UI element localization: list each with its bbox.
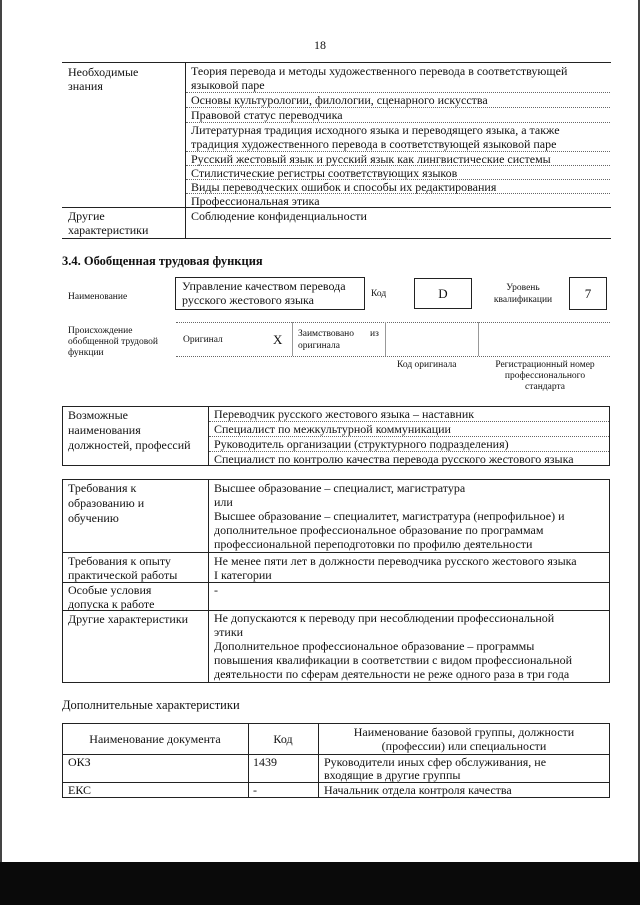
- other-chars-line: Дополнительное профессиональное образование – программы: [214, 639, 535, 653]
- knowledge-item: Теория перевода и методы художественного перевода в соответствующей: [191, 64, 568, 78]
- other-chars-line: повышения квалификации в соответствии с видом профессиональной: [214, 653, 573, 667]
- header-group-line2: (профессии) или специальности: [381, 739, 547, 753]
- gtf-level-label-line2: квалификации: [493, 295, 553, 305]
- edu-label-line1: Требования к: [68, 481, 137, 495]
- position-item: Специалист по межкультурной коммуникации: [214, 422, 451, 436]
- exp-line: Не менее пяти лет в должности переводчика русского жестового языка: [214, 554, 577, 568]
- origin-label-line1: Происхождение: [68, 326, 133, 336]
- edu-label-line2: образованию и: [68, 496, 145, 510]
- knowledge-item: Виды переводческих ошибок и способы их редактирования: [191, 180, 497, 194]
- row-name-line2: входящие в другие группы: [324, 768, 461, 782]
- gtf-level-label-line1: Уровень: [506, 283, 540, 293]
- gtf-level-value: 7: [584, 286, 592, 301]
- row-doc: ОКЗ: [68, 755, 91, 769]
- row-code: 1439: [253, 755, 277, 769]
- knowledge-item: Правовой статус переводчика: [191, 108, 343, 122]
- special-value: -: [214, 583, 218, 597]
- knowledge-item: Основы культурологии, филологии, сценарного искусства: [191, 93, 488, 107]
- positions-label-line2: наименования: [68, 423, 141, 437]
- gtf-name-label: Наименование: [68, 292, 128, 302]
- edu-line: профессиональной переподготовки по профилю деятельности: [214, 537, 533, 551]
- position-item: Специалист по контролю качества перевода русского жестового языка: [214, 452, 574, 466]
- exp-label-line1: Требования к опыту: [68, 554, 171, 568]
- reg-number-label-line1: Регистрационный номер: [495, 360, 595, 370]
- scan-left-edge: [0, 0, 2, 862]
- gtf-code-label: Код: [371, 289, 387, 299]
- knowledge-label-line1: Необходимые: [68, 65, 139, 79]
- borrowed-from: из: [370, 329, 379, 339]
- other-chars-label: Другие характеристики: [68, 612, 189, 626]
- row-name-line1: Начальник отдела контроля качества: [324, 783, 512, 797]
- origin-label-line3: функции: [68, 348, 104, 358]
- gtf-code-value: D: [438, 286, 448, 301]
- other-chars-line: Не допускаются к переводу при несоблюдении профессиональной: [214, 611, 555, 625]
- header-group-line1: Наименование базовой группы, должности: [353, 725, 575, 739]
- borrowed-label-line1: Заимствовано: [298, 329, 355, 339]
- exp-label-line2: практической работы: [68, 568, 178, 582]
- origin-label-line2: обобщенной трудовой: [68, 337, 158, 347]
- position-item: Руководитель организации (структурного подразделения): [214, 437, 509, 451]
- other-label-line2: характеристики: [68, 223, 149, 237]
- gtf-name-line2: русского жестового языка: [182, 293, 315, 307]
- edu-line: Высшее образование – специалитет, магистратура (непрофильное) и: [214, 509, 565, 523]
- other-chars-line: этики: [214, 625, 244, 639]
- edu-label-line3: обучению: [68, 511, 119, 525]
- knowledge-item: традиция художественного перевода в соответствующей языковой паре: [191, 137, 557, 151]
- header-doc-name: Наименование документа: [89, 732, 221, 746]
- knowledge-item: языковой паре: [191, 78, 265, 92]
- borrowed-label-line2: оригинала: [298, 341, 340, 351]
- special-label-line2: допуска к работе: [68, 597, 155, 611]
- other-value: Соблюдение конфиденциальности: [191, 209, 367, 223]
- knowledge-label-line2: знания: [68, 79, 103, 93]
- gtf-name-line1: Управление качеством перевода: [182, 279, 346, 293]
- edu-line: или: [214, 495, 233, 509]
- special-label-line1: Особые условия: [68, 583, 152, 597]
- positions-label-line1: Возможные: [68, 408, 128, 422]
- edu-line: дополнительное профессиональное образование по программам: [214, 523, 544, 537]
- reg-number-label-line2: профессионального: [504, 371, 586, 381]
- scan-bottom-bar: [0, 862, 640, 905]
- row-name-line1: Руководители иных сфер обслуживания, не: [324, 755, 547, 769]
- other-label-line1: Другие: [68, 209, 105, 223]
- code-original-label: Код оригинала: [397, 360, 457, 370]
- exp-line: I категории: [214, 568, 272, 582]
- positions-label-line3: должностей, профессий: [68, 438, 191, 452]
- knowledge-item: Стилистические регистры соответствующих языков: [191, 166, 458, 180]
- section-heading: 3.4. Обобщенная трудовая функция: [62, 254, 263, 268]
- reg-number-label-line3: стандарта: [525, 382, 565, 392]
- row-doc: ЕКС: [68, 783, 92, 797]
- original-label: Оригинал: [183, 335, 223, 345]
- page-number: 18: [314, 38, 326, 52]
- edu-line: Высшее образование – специалист, магистратура: [214, 481, 466, 495]
- position-item: Переводчик русского жестового языка – наставник: [214, 407, 475, 421]
- knowledge-item: Профессиональная этика: [191, 194, 320, 208]
- knowledge-item: Русский жестовый язык и русский язык как лингвистические системы: [191, 152, 551, 166]
- row-code: -: [253, 783, 257, 797]
- original-mark: X: [273, 332, 283, 347]
- header-code: Код: [273, 732, 293, 746]
- knowledge-item: Литературная традиция исходного языка и переводящего языка, а также: [191, 123, 560, 137]
- additional-heading: Дополнительные характеристики: [62, 698, 240, 712]
- other-chars-line: деятельности по сферам деятельности не реже одного раза в три года: [214, 667, 570, 681]
